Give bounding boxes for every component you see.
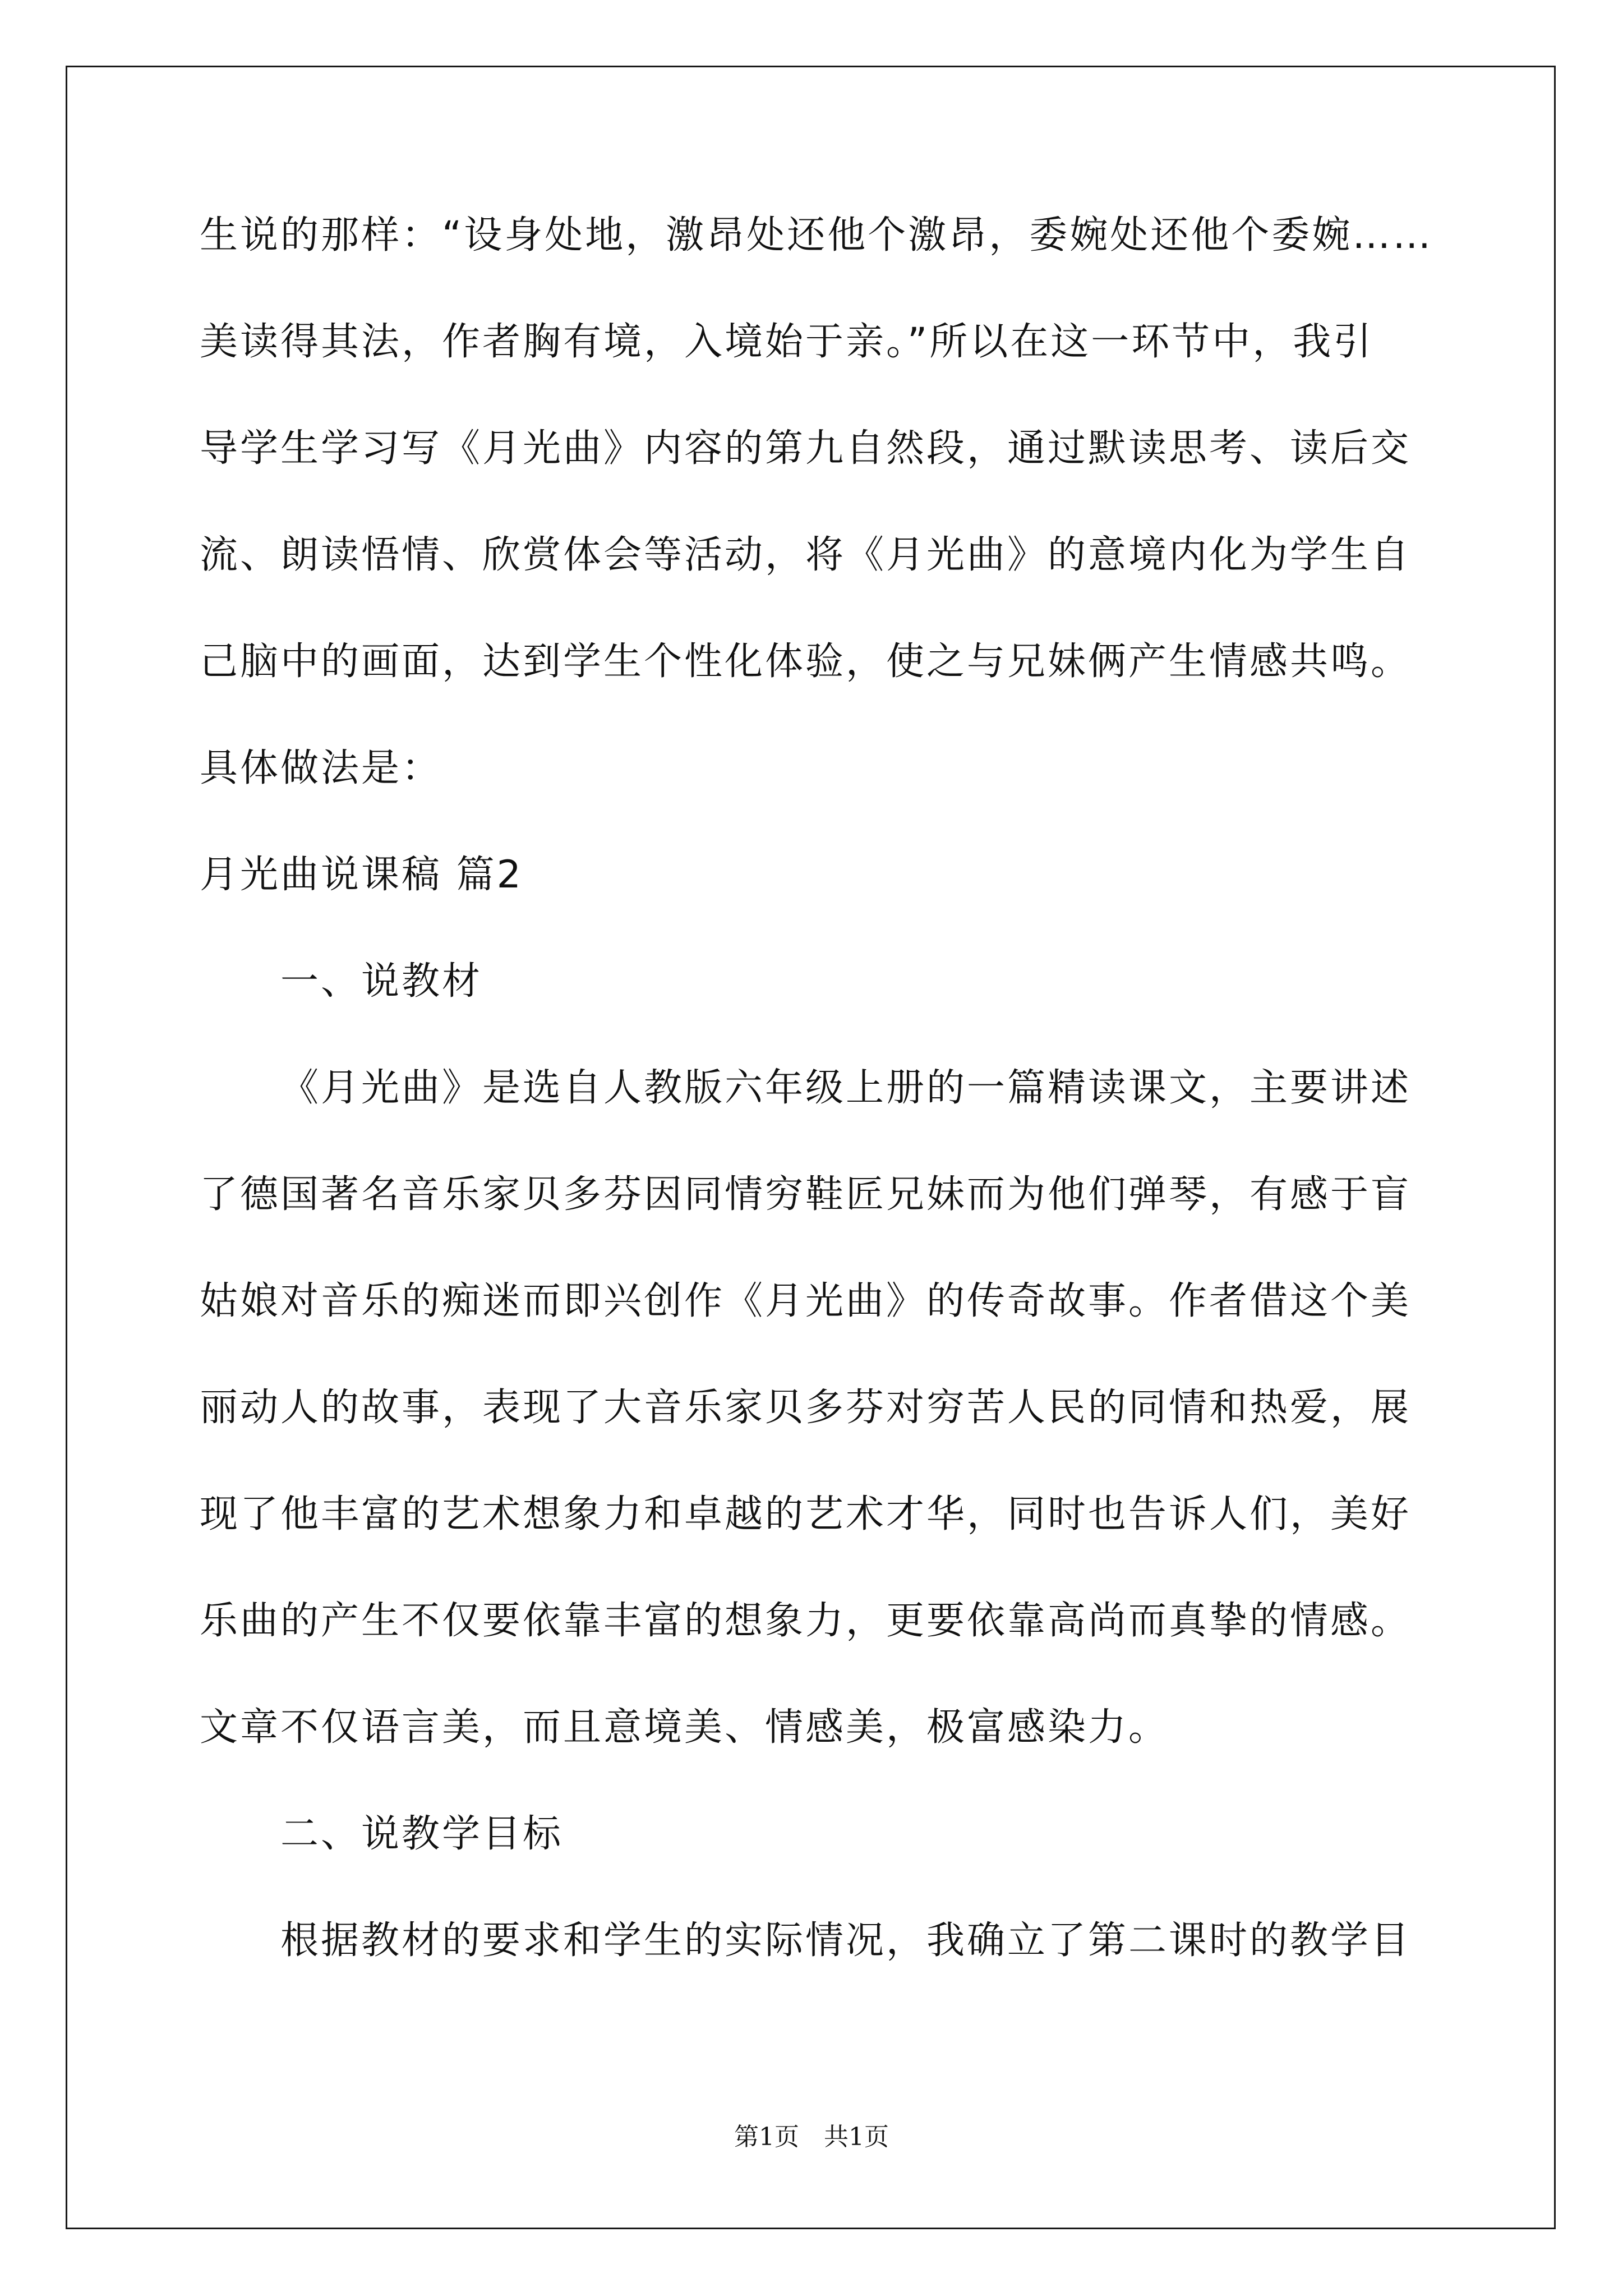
body-line-1: 生说的那样：“设身处地，激昂处还他个激昂，委婉处还他个委婉…… <box>200 213 1433 257</box>
page-border <box>66 66 1556 2229</box>
section-heading-teaching-goals: 二、说教学目标 <box>280 1812 564 1856</box>
body-line-2: 美读得其法，作者胸有境，入境始于亲。”所以在这一环节中，我引 <box>200 320 1374 364</box>
body-line-6: 具体做法是： <box>200 746 442 790</box>
page-footer: 第1页 共1页 <box>734 2123 889 2151</box>
section-heading-piece-2: 月光曲说课稿 篇2 <box>200 853 523 897</box>
body-line-10: 了德国著名音乐家贝多芬因同情穷鞋匠兄妹而为他们弹琴，有感于盲 <box>200 1172 1412 1217</box>
body-line-17: 根据教材的要求和学生的实际情况，我确立了第二课时的教学目 <box>280 1918 1412 1963</box>
section-heading-textbook: 一、说教材 <box>280 959 483 1004</box>
body-line-9: 《月光曲》是选自人教版六年级上册的一篇精读课文，主要讲述 <box>280 1066 1412 1110</box>
body-line-3: 导学生学习写《月光曲》内容的第九自然段，通过默读思考、读后交 <box>200 426 1412 471</box>
body-line-13: 现了他丰富的艺术想象力和卓越的艺术才华，同时也告诉人们，美好 <box>200 1492 1412 1536</box>
body-line-15: 文章不仅语言美，而且意境美、情感美，极富感染力。 <box>200 1705 1169 1750</box>
body-line-4: 流、朗读悟情、欣赏体会等活动，将《月光曲》的意境内化为学生自 <box>200 533 1412 577</box>
body-line-12: 丽动人的故事，表现了大音乐家贝多芬对穷苦人民的同情和热爱，展 <box>200 1386 1412 1430</box>
body-line-14: 乐曲的产生不仅要依靠丰富的想象力，更要依靠高尚而真挚的情感。 <box>200 1599 1412 1643</box>
body-line-5: 己脑中的画面，达到学生个性化体验，使之与兄妹俩产生情感共鸣。 <box>200 639 1412 684</box>
body-line-11: 姑娘对音乐的痴迷而即兴创作《月光曲》的传奇故事。作者借这个美 <box>200 1279 1412 1323</box>
